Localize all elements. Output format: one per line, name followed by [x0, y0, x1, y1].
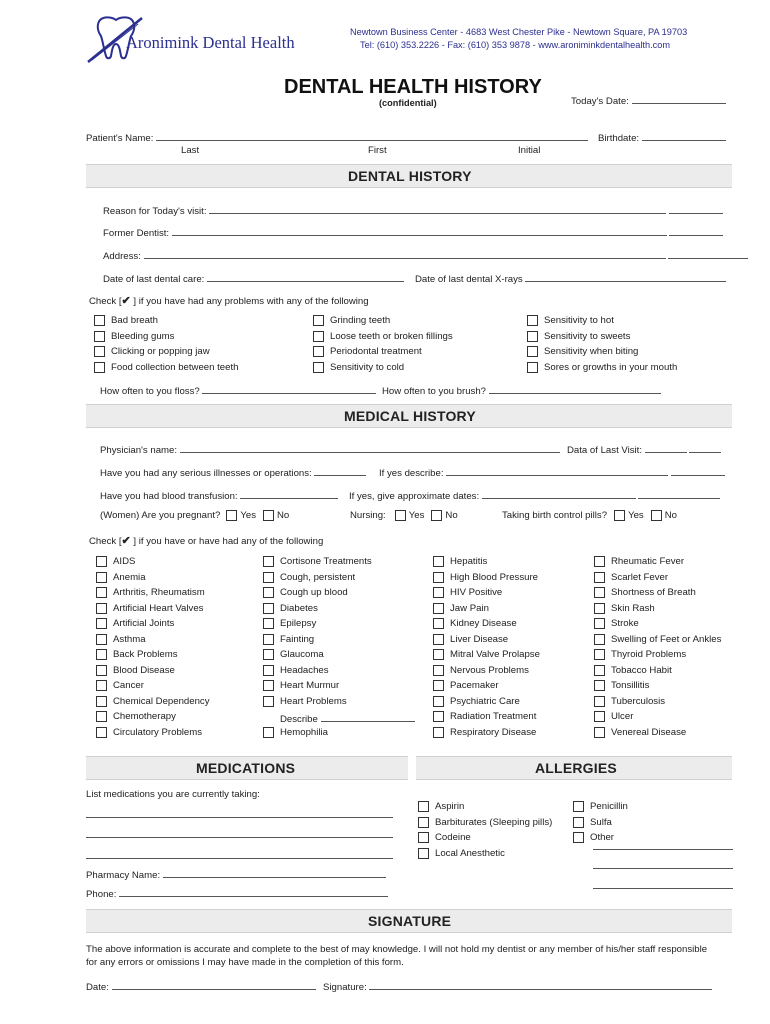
medical-epilepsy-label: Epilepsy [280, 618, 317, 629]
medical-scarlet-fever-checkbox[interactable] [594, 572, 605, 583]
initial-caption: Initial [518, 145, 541, 156]
former-dentist-field[interactable] [103, 225, 723, 239]
brush-field[interactable] [382, 383, 661, 397]
dental-bleeding-gums-option[interactable] [94, 331, 174, 342]
medical-thyroid-problems-option[interactable] [594, 649, 686, 660]
medical-fainting-checkbox[interactable] [263, 634, 274, 645]
medical-liver-disease-checkbox[interactable] [433, 634, 444, 645]
medical-heart-murmur-option[interactable] [263, 680, 339, 691]
medical-ulcer-label: Ulcer [611, 711, 634, 722]
clinic-contact: Tel: (610) 353.2226 - Fax: (610) 353 9878 - www.aroniminkdentalhealth.com [360, 40, 670, 50]
dental-sensitivity-to-sweets-option[interactable] [527, 331, 630, 342]
medical-stroke-option[interactable] [594, 618, 639, 629]
medical-jaw-pain-checkbox[interactable] [433, 603, 444, 614]
medical-diabetes-checkbox[interactable] [263, 603, 274, 614]
medical-cancer-label: Cancer [113, 680, 144, 691]
medical-tonsillitis-checkbox[interactable] [594, 680, 605, 691]
dental-bad-breath-label: Bad breath [111, 315, 158, 326]
medical-circulatory-problems-label: Circulatory Problems [113, 726, 203, 738]
medical-radiation-treatment-option[interactable] [433, 711, 536, 722]
todays-date-label: Today's Date: [571, 96, 629, 107]
allergies-heading: ALLERGIES [535, 760, 617, 776]
medications-list-label: List medications you are currently taking: [86, 789, 260, 800]
dental-sensitivity-when-biting-label: Sensitivity when biting [544, 346, 639, 357]
medical-chemotherapy-option[interactable] [96, 711, 176, 722]
medical-circulatory-problems-checkbox[interactable] [96, 727, 107, 738]
signature-date-label: Date: [86, 982, 109, 993]
allergy-penicillin-option[interactable] [573, 801, 628, 812]
allergy-codeine-checkbox[interactable] [418, 832, 429, 843]
medical-skin-rash-label: Skin Rash [611, 602, 655, 614]
dental-sensitivity-to-hot-option[interactable] [527, 315, 614, 326]
signature-statement-1: The above information is accurate and complete to the best of may knowledge. I will not hold my dentist or any member of his/her staff responsible [86, 944, 708, 955]
medical-rheumatic-fever-checkbox[interactable] [594, 556, 605, 567]
heart-describe-field[interactable] [280, 711, 415, 725]
allergy-other-label: Other [590, 832, 614, 843]
allergy-barbiturates-sleeping-pills-label: Barbiturates (Sleeping pills) [435, 816, 553, 828]
medical-artificial-joints-option[interactable] [96, 618, 174, 629]
dental-sensitivity-when-biting-checkbox[interactable] [527, 346, 538, 357]
medical-fainting-option[interactable] [263, 634, 314, 645]
medical-cortisone-treatments-option[interactable] [263, 556, 372, 567]
medical-liver-disease-option[interactable] [433, 634, 508, 645]
medical-kidney-disease-option[interactable] [433, 618, 517, 629]
last-xrays-label: Date of last dental X-rays [415, 274, 523, 285]
dental-bleeding-gums-checkbox[interactable] [94, 331, 105, 342]
other-allergy-line-3[interactable] [593, 882, 733, 889]
medical-headaches-option[interactable] [263, 665, 329, 676]
dental-clicking-or-popping-jaw-label: Clicking or popping jaw [111, 346, 210, 357]
pregnant-label: (Women) Are you pregnant? [100, 510, 221, 521]
last-care-field[interactable] [103, 271, 404, 285]
medical-kidney-disease-label: Kidney Disease [450, 618, 517, 629]
medical-mitral-valve-prolapse-option[interactable] [433, 649, 540, 660]
medical-nervous-problems-option[interactable] [433, 665, 529, 676]
dental-loose-teeth-or-broken-fillings-option[interactable] [313, 331, 453, 342]
medical-tuberculosis-option[interactable] [594, 696, 665, 707]
medical-cough-up-blood-option[interactable] [263, 587, 348, 598]
medical-artificial-joints-label: Artificial Joints [113, 618, 175, 629]
dental-sensitivity-to-cold-checkbox[interactable] [313, 362, 324, 373]
illness-label: Have you had any serious illnesses or operations: [100, 468, 312, 479]
medical-scarlet-fever-label: Scarlet Fever [611, 571, 669, 583]
medical-high-blood-pressure-option[interactable] [433, 572, 538, 583]
medical-chemotherapy-checkbox[interactable] [96, 711, 107, 722]
patient-name-label: Patient's Name: [86, 133, 154, 144]
reason-label: Reason for Today's visit: [103, 206, 207, 217]
dental-food-collection-between-teeth-checkbox[interactable] [94, 362, 105, 373]
allergy-penicillin-label: Penicillin [590, 801, 628, 812]
medical-respiratory-disease-checkbox[interactable] [433, 727, 444, 738]
medical-blood-disease-label: Blood Disease [113, 664, 175, 676]
medical-artificial-heart-valves-option[interactable] [96, 603, 203, 614]
medical-thyroid-problems-label: Thyroid Problems [611, 649, 687, 660]
dental-clicking-or-popping-jaw-checkbox[interactable] [94, 346, 105, 357]
medical-psychiatric-care-label: Psychiatric Care [450, 695, 520, 707]
dental-sores-or-growths-in-your-mouth-option[interactable] [527, 362, 677, 373]
medical-stroke-label: Stroke [611, 618, 639, 629]
medical-hemophilia-label: Hemophilia [280, 726, 328, 738]
dental-check-instruction: Check [✔ ] if you have had any problems with any of the following [89, 295, 369, 307]
first-name-caption: First [368, 145, 387, 156]
medical-epilepsy-checkbox[interactable] [263, 618, 274, 629]
medical-venereal-disease-checkbox[interactable] [594, 727, 605, 738]
medical-arthritis-rheumatism-label: Arthritis, Rheumatism [113, 587, 205, 598]
medical-diabetes-label: Diabetes [280, 602, 318, 614]
medical-nervous-problems-label: Nervous Problems [450, 664, 529, 676]
allergy-local-anesthetic-label: Local Anesthetic [435, 847, 505, 859]
medical-mitral-valve-prolapse-checkbox[interactable] [433, 649, 444, 660]
medical-ulcer-checkbox[interactable] [594, 711, 605, 722]
medical-swelling-of-feet-or-ankles-option[interactable] [594, 634, 721, 645]
medical-tobacco-habit-label: Tobacco Habit [611, 664, 672, 676]
medical-hepatitis-checkbox[interactable] [433, 556, 444, 567]
allergy-aspirin-label: Aspirin [435, 801, 465, 812]
medical-cough-persistent-checkbox[interactable] [263, 572, 274, 583]
medical-asthma-label: Asthma [113, 633, 146, 645]
medical-cough-up-blood-checkbox[interactable] [263, 587, 274, 598]
medical-tuberculosis-label: Tuberculosis [611, 695, 666, 707]
medical-heart-problems-checkbox[interactable] [263, 696, 274, 707]
birthdate-label: Birthdate: [598, 133, 640, 144]
last-care-label: Date of last dental care: [103, 274, 205, 285]
pregnant-no-checkbox[interactable] [263, 510, 274, 521]
signature-heading: SIGNATURE [368, 913, 452, 929]
medical-chemical-dependency-option[interactable] [96, 696, 210, 707]
medical-hiv-positive-checkbox[interactable] [433, 587, 444, 598]
allergy-other-option[interactable] [573, 832, 614, 843]
medical-liver-disease-label: Liver Disease [450, 633, 509, 645]
dental-periodontal-treatment-option[interactable] [313, 346, 422, 357]
medical-heart-murmur-checkbox[interactable] [263, 680, 274, 691]
medications-line-2[interactable] [86, 827, 393, 838]
medical-chemotherapy-label: Chemotherapy [113, 711, 176, 722]
medical-cough-persistent-option[interactable] [263, 572, 355, 583]
medical-cortisone-treatments-checkbox[interactable] [263, 556, 274, 567]
reason-field[interactable] [103, 203, 723, 217]
medical-scarlet-fever-option[interactable] [594, 572, 668, 583]
last-visit-label: Data of Last Visit: [567, 445, 643, 456]
medical-back-problems-checkbox[interactable] [96, 649, 107, 660]
medical-shortness-of-breath-label: Shortness of Breath [611, 587, 696, 598]
medical-glaucoma-option[interactable] [263, 649, 324, 660]
medical-high-blood-pressure-label: High Blood Pressure [450, 571, 538, 583]
medical-asthma-option[interactable] [96, 634, 146, 645]
medical-pacemaker-label: Pacemaker [450, 680, 499, 691]
allergy-local-anesthetic-checkbox[interactable] [418, 848, 429, 859]
approx-dates-field[interactable] [349, 488, 720, 502]
medical-skin-rash-checkbox[interactable] [594, 603, 605, 614]
dental-grinding-teeth-option[interactable] [313, 315, 390, 326]
dental-bleeding-gums-label: Bleeding gums [111, 330, 175, 342]
medical-tuberculosis-checkbox[interactable] [594, 696, 605, 707]
dental-bad-breath-checkbox[interactable] [94, 315, 105, 326]
logo [86, 14, 306, 66]
medical-cancer-checkbox[interactable] [96, 680, 107, 691]
medical-radiation-treatment-checkbox[interactable] [433, 711, 444, 722]
medical-radiation-treatment-label: Radiation Treatment [450, 711, 537, 722]
nursing-label: Nursing: [350, 510, 386, 521]
medical-artificial-joints-checkbox[interactable] [96, 618, 107, 629]
dental-food-collection-between-teeth-option[interactable] [94, 362, 238, 373]
medical-swelling-of-feet-or-ankles-label: Swelling of Feet or Ankles [611, 633, 722, 645]
nursing-question: Nursing: Yes No [350, 510, 458, 521]
floss-label: How often to you floss? [100, 386, 200, 397]
medical-glaucoma-checkbox[interactable] [263, 649, 274, 660]
medical-rheumatic-fever-option[interactable] [594, 556, 684, 567]
physician-label: Physician's name: [100, 445, 178, 456]
phone-label: Phone: [86, 889, 117, 900]
medical-respiratory-disease-label: Respiratory Disease [450, 726, 537, 738]
dental-sensitivity-to-hot-checkbox[interactable] [527, 315, 538, 326]
medical-psychiatric-care-checkbox[interactable] [433, 696, 444, 707]
medical-back-problems-option[interactable] [96, 649, 178, 660]
medical-heart-problems-label: Heart Problems [280, 695, 347, 707]
clinic-address: Newtown Business Center - 4683 West Chester Pike - Newtown Square, PA 19703 [350, 27, 688, 37]
medical-shortness-of-breath-checkbox[interactable] [594, 587, 605, 598]
birthdate-field[interactable] [598, 130, 726, 144]
allergy-sulfa-label: Sulfa [590, 816, 612, 828]
medical-anemia-checkbox[interactable] [96, 572, 107, 583]
dental-clicking-or-popping-jaw-option[interactable] [94, 346, 210, 357]
medical-jaw-pain-option[interactable] [433, 603, 489, 614]
dental-food-collection-between-teeth-label: Food collection between teeth [111, 361, 239, 373]
describe-label: If yes describe: [379, 468, 444, 479]
medical-nervous-problems-checkbox[interactable] [433, 665, 444, 676]
brush-label: How often to you brush? [382, 386, 486, 397]
address-label: Address: [103, 251, 141, 262]
last-xrays-field[interactable] [415, 271, 726, 285]
medical-cortisone-treatments-label: Cortisone Treatments [280, 556, 372, 567]
dental-sensitivity-to-hot-label: Sensitivity to hot [544, 315, 614, 326]
medical-high-blood-pressure-checkbox[interactable] [433, 572, 444, 583]
medical-glaucoma-label: Glaucoma [280, 649, 324, 660]
page-subtitle: (confidential) [379, 98, 437, 108]
medical-skin-rash-option[interactable] [594, 603, 655, 614]
medical-epilepsy-option[interactable] [263, 618, 316, 629]
medical-heart-problems-option[interactable] [263, 696, 347, 707]
medical-venereal-disease-label: Venereal Disease [611, 726, 687, 738]
medical-kidney-disease-checkbox[interactable] [433, 618, 444, 629]
transfusion-field[interactable] [100, 488, 338, 502]
dental-grinding-teeth-label: Grinding teeth [330, 315, 391, 326]
medical-check-instruction: Check [✔ ] if you have or have had any of the following [89, 535, 324, 547]
medical-hepatitis-label: Hepatitis [450, 556, 488, 567]
medical-arthritis-rheumatism-checkbox[interactable] [96, 587, 107, 598]
medical-circulatory-problems-option[interactable] [96, 727, 202, 738]
other-allergy-line-1[interactable] [593, 843, 733, 850]
signature-field[interactable] [323, 979, 712, 993]
birth-control-yes-checkbox[interactable] [614, 510, 625, 521]
dental-sores-or-growths-in-your-mouth-checkbox[interactable] [527, 362, 538, 373]
medical-fainting-label: Fainting [280, 633, 315, 645]
approx-dates-label: If yes, give approximate dates: [349, 491, 480, 502]
pregnant-question: (Women) Are you pregnant? Yes No [100, 510, 290, 521]
dental-sensitivity-when-biting-option[interactable] [527, 346, 638, 357]
illness-field[interactable] [100, 465, 366, 479]
medical-respiratory-disease-option[interactable] [433, 727, 536, 738]
medical-tobacco-habit-checkbox[interactable] [594, 665, 605, 676]
medical-aids-label: AIDS [113, 556, 136, 567]
allergy-barbiturates-sleeping-pills-option[interactable] [418, 817, 552, 828]
other-allergy-line-2[interactable] [593, 862, 733, 869]
medical-stroke-checkbox[interactable] [594, 618, 605, 629]
medical-headaches-checkbox[interactable] [263, 665, 274, 676]
signature-label: Signature: [323, 982, 367, 993]
physician-field[interactable] [100, 442, 560, 456]
former-dentist-label: Former Dentist: [103, 228, 170, 239]
medical-diabetes-option[interactable] [263, 603, 318, 614]
allergy-codeine-option[interactable] [418, 832, 471, 843]
last-visit-field[interactable] [567, 442, 721, 456]
patient-name-field[interactable] [86, 130, 588, 144]
dental-sores-or-growths-in-your-mouth-label: Sores or growths in your mouth [544, 361, 678, 373]
pregnant-yes-checkbox[interactable] [226, 510, 237, 521]
describe-field[interactable] [379, 465, 725, 479]
allergy-other-checkbox[interactable] [573, 832, 584, 843]
medical-hepatitis-option[interactable] [433, 556, 487, 567]
todays-date-field[interactable] [571, 93, 726, 107]
page-title: DENTAL HEALTH HISTORY [284, 76, 542, 98]
phone-field[interactable] [86, 886, 388, 900]
medical-chemical-dependency-checkbox[interactable] [96, 696, 107, 707]
medical-hemophilia-option[interactable] [263, 727, 328, 738]
pharmacy-field[interactable] [86, 867, 386, 881]
medical-rheumatic-fever-label: Rheumatic Fever [611, 556, 685, 567]
medical-blood-disease-option[interactable] [96, 665, 175, 676]
medical-mitral-valve-prolapse-label: Mitral Valve Prolapse [450, 649, 540, 660]
medical-pacemaker-option[interactable] [433, 680, 499, 691]
medical-heart-murmur-label: Heart Murmur [280, 680, 340, 691]
medical-psychiatric-care-option[interactable] [433, 696, 520, 707]
medical-pacemaker-checkbox[interactable] [433, 680, 444, 691]
dental-sensitivity-to-cold-option[interactable] [313, 362, 404, 373]
medications-line-1[interactable] [86, 807, 393, 818]
medical-thyroid-problems-checkbox[interactable] [594, 649, 605, 660]
medical-tonsillitis-option[interactable] [594, 680, 649, 691]
dental-bad-breath-option[interactable] [94, 315, 158, 326]
medical-back-problems-label: Back Problems [113, 649, 178, 660]
allergy-aspirin-checkbox[interactable] [418, 801, 429, 812]
allergy-codeine-label: Codeine [435, 832, 471, 843]
medical-arthritis-rheumatism-option[interactable] [96, 587, 205, 598]
birth-control-label: Taking birth control pills? [502, 510, 608, 521]
medical-anemia-label: Anemia [113, 571, 146, 583]
birth-control-question: Taking birth control pills? Yes No [502, 510, 677, 521]
medical-artificial-heart-valves-checkbox[interactable] [96, 603, 107, 614]
medications-line-3[interactable] [86, 848, 393, 859]
medical-headaches-label: Headaches [280, 664, 329, 676]
medical-shortness-of-breath-option[interactable] [594, 587, 696, 598]
medical-aids-checkbox[interactable] [96, 556, 107, 567]
medical-cough-persistent-label: Cough, persistent [280, 571, 356, 583]
medical-venereal-disease-option[interactable] [594, 727, 686, 738]
dental-grinding-teeth-checkbox[interactable] [313, 315, 324, 326]
allergy-penicillin-checkbox[interactable] [573, 801, 584, 812]
dental-periodontal-treatment-label: Periodontal treatment [330, 346, 422, 357]
dental-sensitivity-to-sweets-checkbox[interactable] [527, 331, 538, 342]
address-field[interactable] [103, 248, 748, 262]
pharmacy-label: Pharmacy Name: [86, 870, 161, 881]
dental-loose-teeth-or-broken-fillings-checkbox[interactable] [313, 331, 324, 342]
medical-history-heading: MEDICAL HISTORY [344, 408, 476, 424]
floss-field[interactable] [100, 383, 376, 397]
medical-tonsillitis-label: Tonsillitis [611, 680, 650, 691]
signature-statement-2: for any errors or omissions I may have made in the completion of this form. [86, 957, 404, 968]
allergy-sulfa-option[interactable] [573, 817, 612, 828]
allergy-aspirin-option[interactable] [418, 801, 464, 812]
allergy-local-anesthetic-option[interactable] [418, 848, 505, 859]
medical-chemical-dependency-label: Chemical Dependency [113, 695, 210, 707]
dental-history-heading: DENTAL HISTORY [348, 168, 472, 184]
medical-artificial-heart-valves-label: Artificial Heart Valves [113, 602, 204, 614]
signature-date-field[interactable] [86, 979, 316, 993]
medical-tobacco-habit-option[interactable] [594, 665, 672, 676]
medications-heading: MEDICATIONS [196, 760, 296, 776]
allergy-sulfa-checkbox[interactable] [573, 817, 584, 828]
medical-ulcer-option[interactable] [594, 711, 633, 722]
medical-jaw-pain-label: Jaw Pain [450, 602, 489, 614]
last-name-caption: Last [181, 145, 200, 156]
transfusion-label: Have you had blood transfusion: [100, 491, 238, 502]
medical-hiv-positive-label: HIV Positive [450, 587, 503, 598]
medical-blood-disease-checkbox[interactable] [96, 665, 107, 676]
birth-control-no-checkbox[interactable] [651, 510, 662, 521]
medical-hemophilia-checkbox[interactable] [263, 727, 274, 738]
medical-anemia-option[interactable] [96, 572, 146, 583]
allergy-barbiturates-sleeping-pills-checkbox[interactable] [418, 817, 429, 828]
medical-aids-option[interactable] [96, 556, 135, 567]
medical-cancer-option[interactable] [96, 680, 144, 691]
medical-swelling-of-feet-or-ankles-checkbox[interactable] [594, 634, 605, 645]
medical-asthma-checkbox[interactable] [96, 634, 107, 645]
nursing-yes-checkbox[interactable] [395, 510, 406, 521]
medical-cough-up-blood-label: Cough up blood [280, 587, 348, 598]
logo-text: Aronimink Dental Health [126, 33, 295, 52]
dental-periodontal-treatment-checkbox[interactable] [313, 346, 324, 357]
dental-loose-teeth-or-broken-fillings-label: Loose teeth or broken fillings [330, 330, 453, 342]
nursing-no-checkbox[interactable] [431, 510, 442, 521]
heart-describe-label: Describe [280, 714, 318, 725]
medical-hiv-positive-option[interactable] [433, 587, 502, 598]
dental-sensitivity-to-sweets-label: Sensitivity to sweets [544, 330, 631, 342]
dental-sensitivity-to-cold-label: Sensitivity to cold [330, 361, 405, 373]
